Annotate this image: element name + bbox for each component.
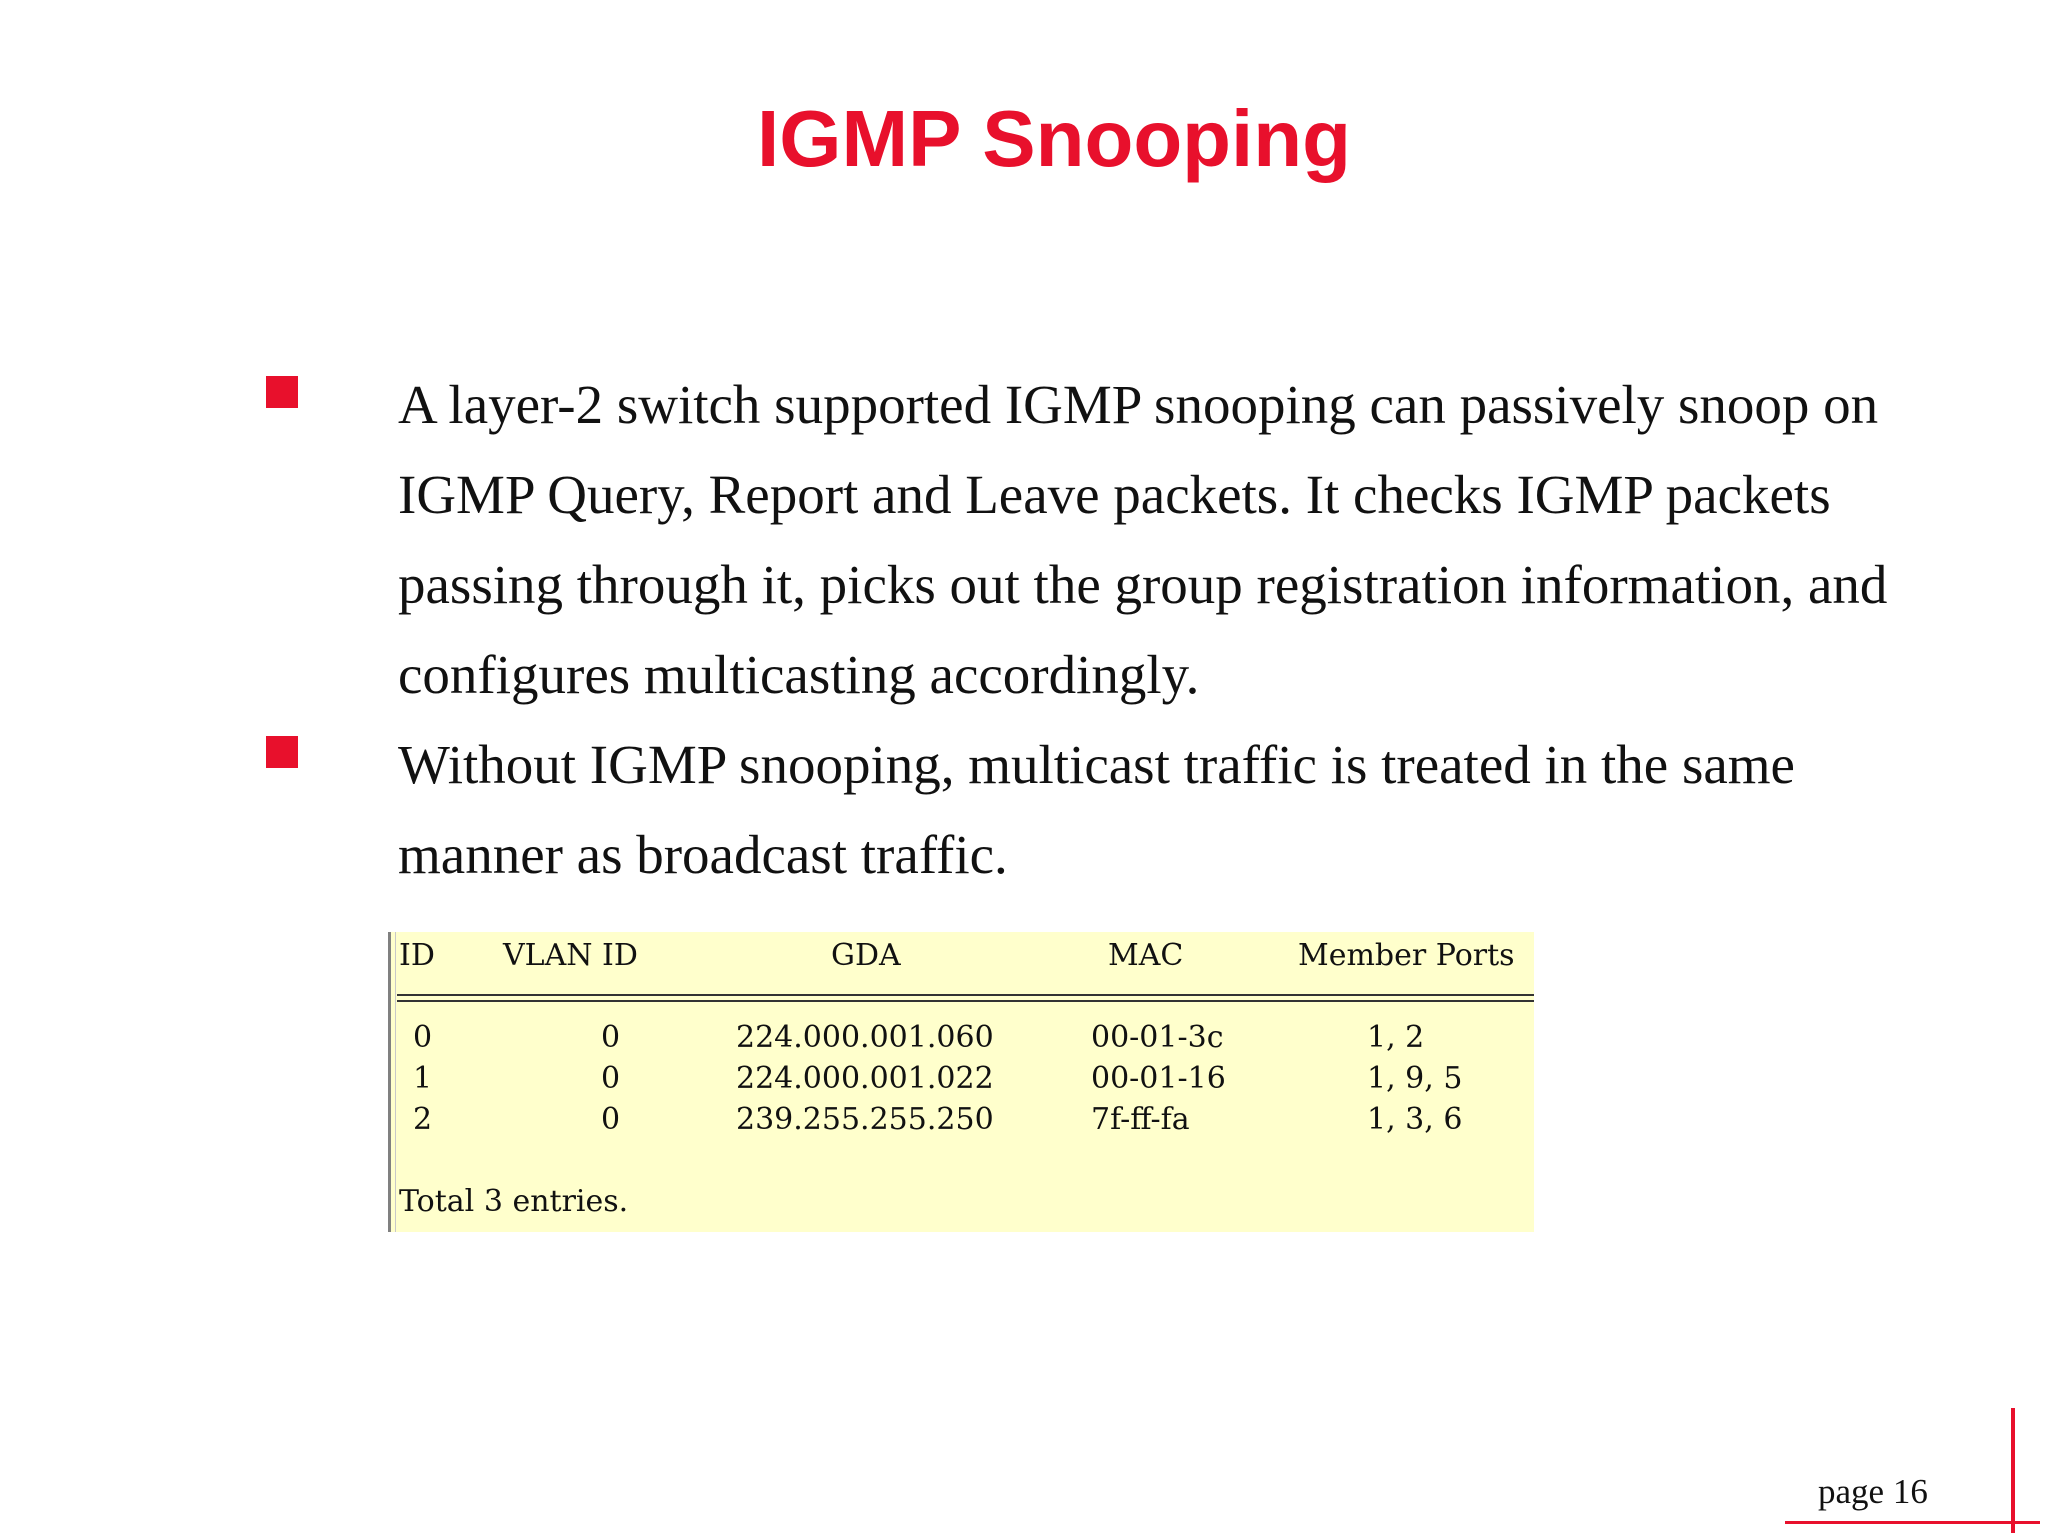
cell-mac: 7f-ff-fa [1091,1102,1190,1137]
bullet-text: Without IGMP snooping, multicast traffic is treated in the same manner as broadcast traffic. [398,734,1795,885]
cell-vlan-id: 0 [601,1020,621,1055]
bullet-item [262,360,1902,720]
footer-horizontal-rule [1785,1521,2040,1524]
table-header-row [391,936,1534,976]
page-number: page 16 [1818,1472,1928,1511]
cell-gda: 239.255.255.250 [736,1102,994,1137]
header-id: ID [399,938,435,973]
header-mac: MAC [1108,938,1184,973]
table-row [391,1059,1534,1099]
square-bullet-icon [266,376,298,408]
bullet-item [262,720,1902,900]
bullet-text: A layer-2 switch supported IGMP snooping can passively snoop on IGMP Query, Report and Leave packets. It checks IGMP packets passing through it, picks out the group registration information, and configures multicasting accordingly. [398,374,1888,705]
header-gda: GDA [831,938,901,973]
bullet-list [262,360,1902,900]
cell-gda: 224.000.001.022 [736,1061,994,1096]
slide-title: IGMP Snooping [756,94,1352,183]
cell-member-ports: 1, 9, 5 [1367,1061,1463,1096]
cell-vlan-id: 0 [601,1061,621,1096]
cell-mac: 00-01-16 [1091,1061,1226,1096]
table-total: Total 3 entries. [399,1184,629,1219]
cell-id: 1 [413,1061,433,1096]
table-row [391,1018,1534,1058]
igmp-group-table [388,932,1534,1232]
header-member-ports: Member Ports [1298,938,1515,973]
cell-mac: 00-01-3c [1091,1020,1224,1055]
table-row [391,1100,1534,1140]
footer-vertical-rule [2011,1408,2015,1533]
cell-member-ports: 1, 3, 6 [1367,1102,1463,1137]
cell-vlan-id: 0 [601,1102,621,1137]
cell-id: 2 [413,1102,433,1137]
header-divider [397,994,1534,1002]
square-bullet-icon [266,736,298,768]
cell-id: 0 [413,1020,433,1055]
header-vlan-id: VLAN ID [503,938,638,973]
cell-gda: 224.000.001.060 [736,1020,994,1055]
cell-member-ports: 1, 2 [1367,1020,1425,1055]
